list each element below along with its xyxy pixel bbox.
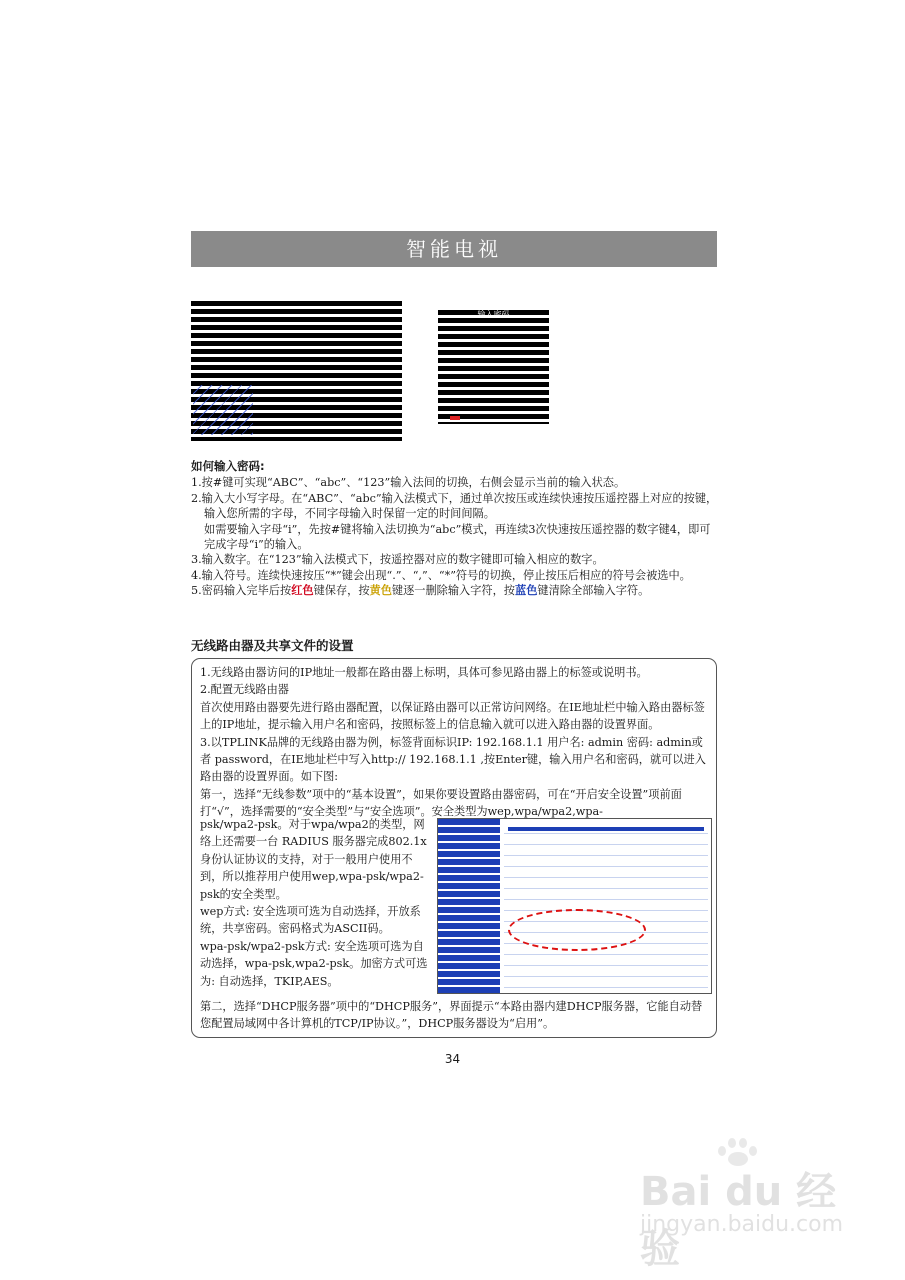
router-para-3: 首次使用路由器要先进行路由器配置，以保证路由器可以正常访问网络。在IE地址栏中输入路由器标签上的IP地址，提示输入用户名和密码，按照标签上的信息输入就可以进入路由器的设置界面。 — [200, 700, 705, 732]
router-para-6: 第二，选择“DHCP服务器”项中的“DHCP服务”，界面提示“本路由器内建DHCP服务器，它能自动替您配置局域网中各计算机的TCP/IP协议。”，DHCP服务器设为“启用”。 — [200, 1000, 703, 1031]
red-key-indicator — [450, 416, 460, 420]
router-para-4: 3.以TPLINK品牌的无线路由器为例，标签背面标识IP: 192.168.1.1 用户名: admin 密码: admin或者 password，在IE地址栏中写入http:// 192.168.1.1 ,按Enter键，输入用户名和密码，就可以进入路由器的设置界面。如下图: — [200, 735, 706, 784]
router-config-screenshot — [437, 818, 712, 994]
screenshot-diagonal-graphic — [193, 385, 253, 435]
dhcp-text — [200, 998, 712, 1033]
router-setup-text — [200, 664, 712, 821]
router-header-bar — [508, 827, 704, 831]
router-para-1: 1.无线路由器访问的IP地址一般都在路由器上标明，具体可参见路由器上的标签或说明书。 — [200, 666, 648, 679]
item5-text-a: 5.密码输入完毕后按 — [191, 584, 292, 598]
instructions-heading: 如何输入密码: — [191, 459, 265, 473]
instruction-item-2: 2.输入大小写字母。在“ABC”、“abc”输入法模式下，通过单次按压或连续快速按压遥控器上对应的按键，输入您所需的字母，不同字母输入时保留一定的时间间隔。 — [191, 491, 718, 521]
instruction-item-4: 4.输入符号。连续快速按压“*”键会出现“.”、“,”、“*”符号的切换，停止按压后相应的符号会被选中。 — [191, 568, 691, 582]
router-settings-panel — [504, 823, 708, 989]
router-para-5: 第一，选择“无线参数”项中的“基本设置”，如果你要设置路由器密码，可在“开启安全设置”项前面打“√”，选择需要的“安全类型”与“安全选项”。安全类型为wep,wpa/wpa2,wpa- — [200, 787, 682, 819]
instruction-item-5 — [191, 583, 721, 598]
item5-text-d: 键清除全部输入字符。 — [537, 584, 650, 598]
blue-key-label: 蓝色 — [515, 584, 538, 598]
router-sidebar-menu — [438, 819, 500, 993]
page-number: 34 — [444, 1052, 461, 1066]
instruction-item-2-example: 如需要输入字母“i”，先按#键将输入法切换为“abc”模式，再连续3次快速按压遥控器的数字键4，即可完成字母“i”的输入。 — [204, 522, 711, 552]
security-para-wpa: wpa-psk/wpa2-psk方式: 安全选项可选为自动选择，wpa-psk,wpa2-psk。加密方式可选为: 自动选择，TKIP,AES。 — [200, 939, 428, 988]
keyboard-title: 输入密码 — [477, 310, 510, 319]
red-key-label: 红色 — [291, 584, 314, 598]
yellow-key-label: 黄色 — [369, 584, 392, 598]
chapter-banner: 智能电视 — [191, 231, 717, 267]
watermark-brand: Bai du 经验 — [640, 1169, 837, 1272]
security-type-text — [200, 816, 432, 990]
router-para-2: 2.配置无线路由器 — [200, 683, 289, 697]
password-keyboard-screenshot — [438, 310, 549, 424]
watermark-url: jingyan.baidu.com — [640, 1212, 844, 1237]
tv-screenshot-left — [191, 301, 402, 441]
security-para-1: psk/wpa2-psk。对于wpa/wpa2的类型，网络上还需要一台 RADIUS 服务器完成802.1x身份认证协议的支持，对于一般用户使用不到，所以推荐用户使用wep,wpa-psk/wpa2-psk的安全类型。 — [200, 818, 427, 901]
item5-text-b: 键保存，按 — [313, 584, 370, 598]
baidu-watermark — [600, 1150, 870, 1272]
instruction-item-3: 3.输入数字。在“123”输入法模式下，按遥控器对应的数字键即可输入相应的数字。 — [191, 553, 604, 567]
security-settings-highlight — [508, 909, 646, 951]
security-para-wep: wep方式: 安全选项可选为自动选择，开放系统，共享密码。密码格式为ASCII码。 — [200, 905, 421, 936]
item5-text-c: 键逐一删除输入字符，按 — [391, 584, 515, 598]
instruction-item-1: 1.按#键可实现“ABC”、“abc”、“123”输入法间的切换，右侧会显示当前的输入状态。 — [191, 476, 626, 490]
password-instructions — [191, 459, 721, 599]
section-title: 无线路由器及共享文件的设置 — [191, 638, 354, 653]
